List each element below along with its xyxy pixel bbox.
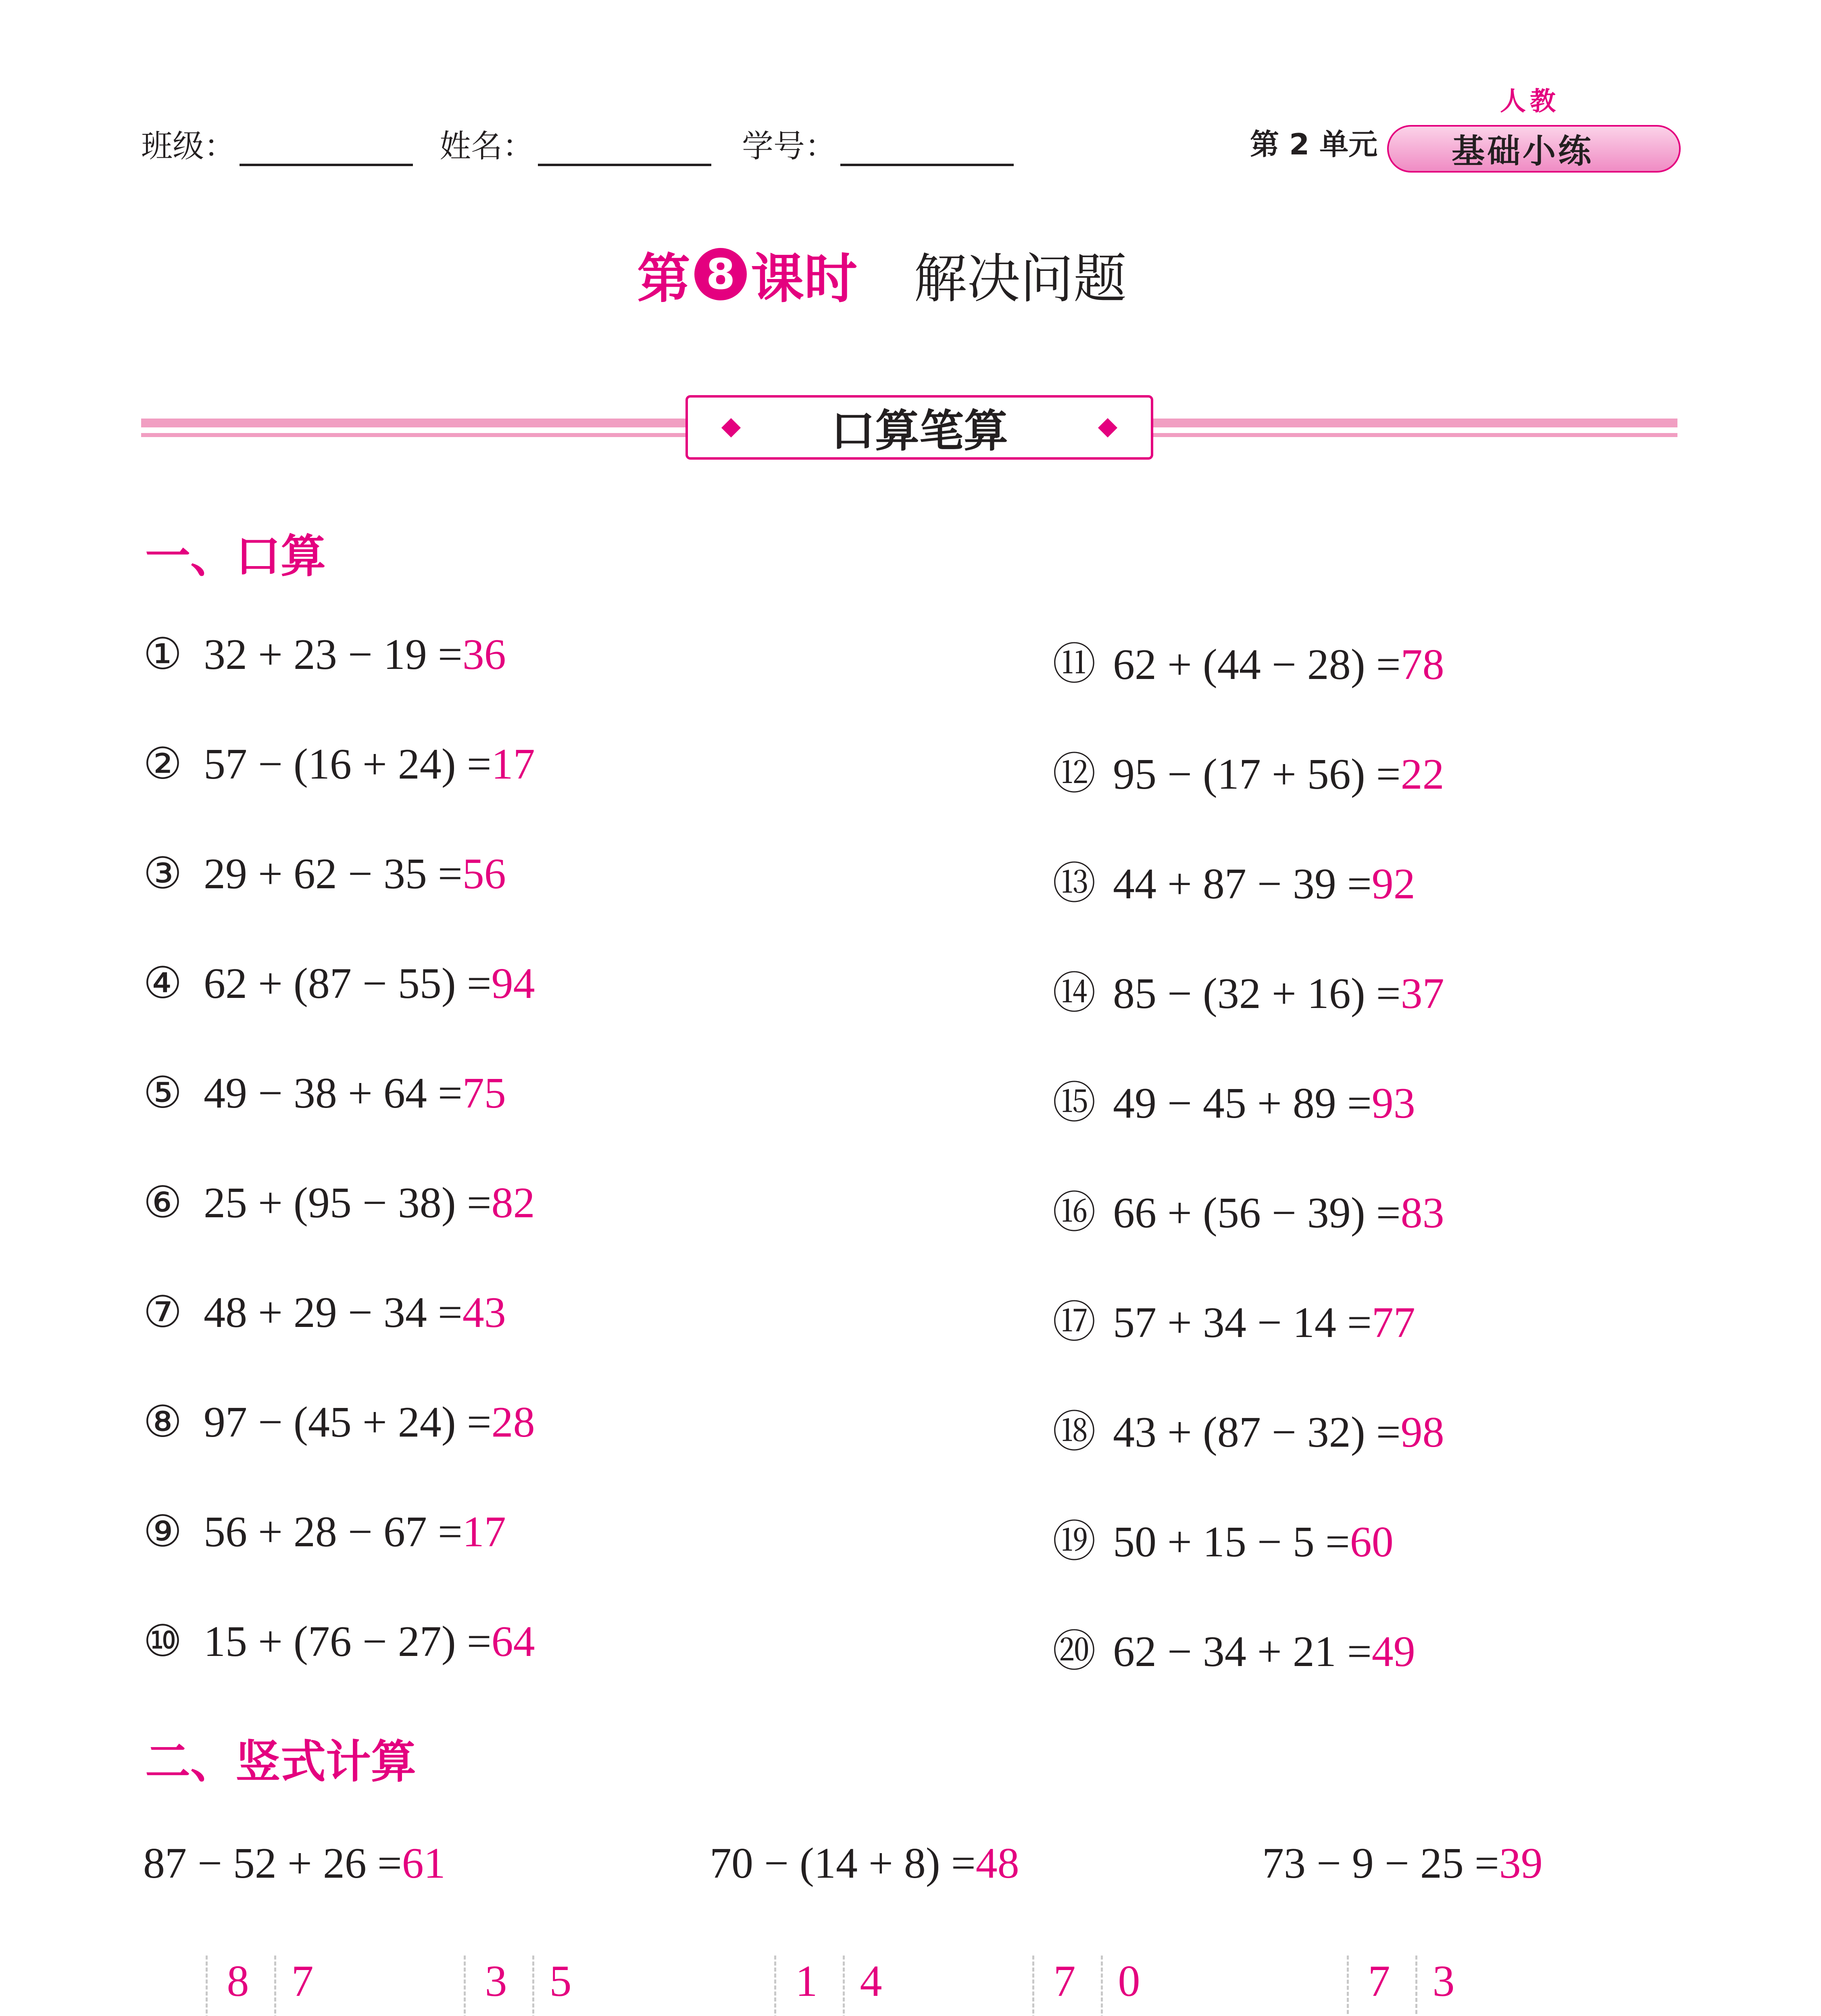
mental-math-item: ⑮ 49 − 45 + 89 =93 xyxy=(1052,1079,1415,1127)
column-guide xyxy=(532,1956,534,2016)
column-guide xyxy=(1101,1956,1103,2016)
lesson-subtitle: 解决问题 xyxy=(914,248,1127,310)
written-problem-3: 73 − 9 − 25 =39 xyxy=(1262,1839,1543,1887)
vertical-calc-1 xyxy=(137,1956,347,2016)
banner-label: 口算笔算 xyxy=(831,405,1008,457)
digit: 7 xyxy=(291,1956,314,2006)
mental-math-right-column xyxy=(1052,629,1444,1726)
answer: 94 xyxy=(491,960,535,1008)
class-field[interactable] xyxy=(141,121,413,166)
answer: 48 xyxy=(975,1839,1019,1887)
mental-math-item: ⑥ 25 + (95 − 38) =82 xyxy=(143,1179,535,1227)
answer: 43 xyxy=(462,1289,506,1337)
mental-math-item: ⑩ 15 + (76 − 27) =64 xyxy=(143,1618,535,1666)
mental-math-item: ⑱ 43 + (87 − 32) =98 xyxy=(1052,1408,1444,1456)
lesson-title xyxy=(637,242,1127,310)
answer: 83 xyxy=(1400,1189,1444,1237)
mental-math-item: ⑧ 97 − (45 + 24) =28 xyxy=(143,1398,535,1446)
column-guide xyxy=(774,1956,776,2016)
digit: 7 xyxy=(1368,1956,1390,2006)
lesson-suffix: 课时 xyxy=(751,248,857,310)
written-problem-1: 87 − 52 + 26 =61 xyxy=(143,1839,446,1887)
written-problem-2: 70 − (14 + 8) =48 xyxy=(710,1839,1019,1887)
diamond-icon xyxy=(1098,418,1117,437)
column-guide xyxy=(206,1956,208,2016)
id-label: 学号： xyxy=(742,129,837,164)
lesson-number-badge: 8 xyxy=(694,248,747,300)
section1-title: 一、口算 xyxy=(145,530,326,583)
mental-math-item: ⑲ 50 + 15 − 5 =60 xyxy=(1052,1518,1394,1566)
mental-math-left-column xyxy=(143,629,535,1726)
answer: 64 xyxy=(491,1618,535,1666)
section2-title: 二、竖式计算 xyxy=(145,1736,416,1788)
banner-stripe-right xyxy=(1153,419,1677,427)
unit-label: 第 2 单元 xyxy=(1250,127,1378,161)
answer: 92 xyxy=(1371,860,1415,908)
banner-stripe-right-thin xyxy=(1153,433,1677,437)
mental-math-item: ③ 29 + 62 − 35 =56 xyxy=(143,850,506,898)
mental-math-item: ② 57 − (16 + 24) =17 xyxy=(143,740,535,788)
mental-math-item: ⑳ 62 − 34 + 21 =49 xyxy=(1052,1628,1415,1676)
digit: 3 xyxy=(1432,1956,1455,2006)
answer: 17 xyxy=(462,1508,506,1556)
mental-math-item: ⑰ 57 + 34 − 14 =77 xyxy=(1052,1299,1415,1347)
answer: 60 xyxy=(1350,1518,1394,1566)
column-guide xyxy=(1032,1956,1034,2016)
mental-math-item: ⑤ 49 − 38 + 64 =75 xyxy=(143,1069,506,1117)
answer: 28 xyxy=(491,1398,535,1446)
class-blank[interactable] xyxy=(240,160,413,166)
lesson-prefix: 第 xyxy=(637,248,690,310)
answer: 37 xyxy=(1400,970,1444,1018)
brand-publisher: 人教 xyxy=(1500,87,1560,117)
mental-math-item: ⑯ 66 + (56 − 39) =83 xyxy=(1052,1189,1444,1237)
answer: 98 xyxy=(1400,1408,1444,1456)
column-guide xyxy=(464,1956,466,2016)
banner-stripe-left xyxy=(141,419,685,427)
answer: 93 xyxy=(1371,1079,1415,1127)
vertical-calc-4 xyxy=(964,1956,1173,2016)
digit: 8 xyxy=(227,1956,249,2006)
answer: 56 xyxy=(462,850,506,898)
banner-box xyxy=(685,395,1153,460)
vertical-calc-2 xyxy=(395,1956,605,2016)
id-blank[interactable] xyxy=(840,160,1014,166)
column-guide xyxy=(274,1956,276,2016)
digit: 5 xyxy=(549,1956,572,2006)
digit: 3 xyxy=(485,1956,507,2006)
digit: 1 xyxy=(795,1956,818,2006)
mental-math-item: ⑨ 56 + 28 − 67 =17 xyxy=(143,1508,506,1556)
mental-math-item: ④ 62 + (87 − 55) =94 xyxy=(143,960,535,1008)
mental-math-item: ① 32 + 23 − 19 =36 xyxy=(143,631,506,679)
name-field[interactable] xyxy=(440,121,711,166)
digit: 7 xyxy=(1053,1956,1076,2006)
answer: 39 xyxy=(1499,1839,1543,1887)
answer: 49 xyxy=(1371,1628,1415,1676)
mental-math-item: ⑭ 85 − (32 + 16) =37 xyxy=(1052,970,1444,1018)
vertical-calc-5 xyxy=(1278,1956,1488,2016)
answer: 77 xyxy=(1371,1299,1415,1347)
answer: 22 xyxy=(1400,750,1444,798)
diamond-icon xyxy=(721,418,741,437)
id-field[interactable] xyxy=(742,121,1014,166)
name-blank[interactable] xyxy=(538,160,711,166)
mental-math-item: ⑪ 62 + (44 − 28) =78 xyxy=(1052,641,1444,689)
mental-math-item: ⑫ 95 − (17 + 56) =22 xyxy=(1052,750,1444,798)
answer: 61 xyxy=(402,1839,446,1887)
name-label: 姓名： xyxy=(440,129,534,164)
digit: 0 xyxy=(1118,1956,1140,2006)
digit: 4 xyxy=(860,1956,882,2006)
column-guide xyxy=(1347,1956,1349,2016)
column-guide xyxy=(1415,1956,1417,2016)
brand-logo xyxy=(1387,117,1677,177)
mental-math-item: ⑦ 48 + 29 − 34 =43 xyxy=(143,1289,506,1337)
vertical-calc-3 xyxy=(706,1956,915,2016)
brand-title: 基础小练 xyxy=(1452,132,1594,171)
answer: 17 xyxy=(491,740,535,788)
column-guide xyxy=(843,1956,845,2016)
answer: 82 xyxy=(491,1179,535,1227)
answer: 78 xyxy=(1400,641,1444,689)
answer: 75 xyxy=(462,1069,506,1117)
class-label: 班级： xyxy=(141,129,236,164)
answer: 36 xyxy=(462,631,506,679)
mental-math-item: ⑬ 44 + 87 − 39 =92 xyxy=(1052,860,1415,908)
banner-stripe-left-thin xyxy=(141,433,685,437)
